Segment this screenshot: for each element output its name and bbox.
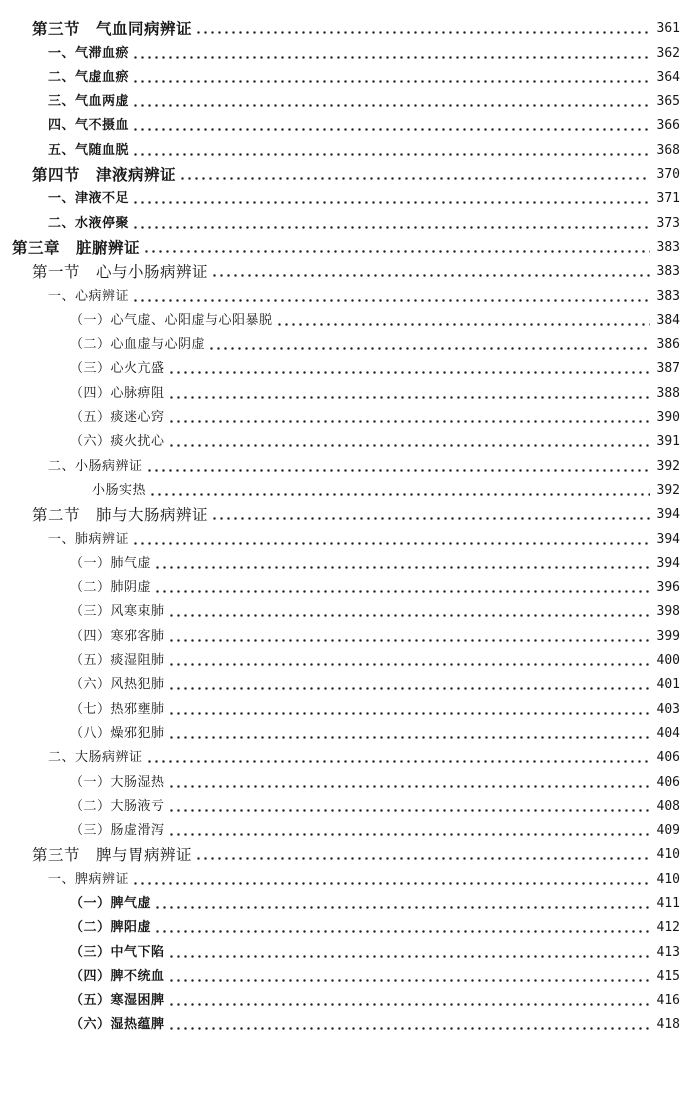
toc-entry[interactable] xyxy=(0,890,700,914)
toc-entry-page-number: 387 xyxy=(656,361,680,377)
toc-entry-page-number: 365 xyxy=(656,94,680,110)
toc-entry-page-number: 366 xyxy=(656,118,680,134)
toc-entry-title: （三）心火亢盛 xyxy=(70,361,165,377)
toc-entry-page-number: 399 xyxy=(656,628,680,644)
dot-leader xyxy=(143,250,650,253)
dot-leader xyxy=(168,785,650,788)
toc-entry-page-number: 396 xyxy=(656,580,680,596)
dot-leader xyxy=(149,493,650,496)
toc-entry-title: （四）心脉痹阻 xyxy=(70,385,165,401)
toc-entry-title: 第三节 脾与胃病辨证 xyxy=(32,846,193,865)
toc-entry-title: （七）热邪壅肺 xyxy=(70,701,165,717)
toc-entry-title: 二、水液停聚 xyxy=(48,215,130,231)
toc-entry[interactable] xyxy=(0,112,700,136)
dot-leader xyxy=(132,201,650,204)
dot-leader xyxy=(132,104,650,107)
toc-entry[interactable] xyxy=(0,963,700,987)
toc-entry-title: 第一节 心与小肠病辨证 xyxy=(32,263,209,282)
toc-entry-title: （三）中气下陷 xyxy=(70,944,165,960)
toc-entry[interactable] xyxy=(0,477,700,501)
toc-entry-page-number: 371 xyxy=(656,191,680,207)
toc-entry[interactable] xyxy=(0,938,700,962)
toc-entry-page-number: 384 xyxy=(656,312,680,328)
toc-entry-page-number: 362 xyxy=(656,45,680,61)
toc-entry-title: 第二节 肺与大肠病辨证 xyxy=(32,506,209,525)
toc-entry-title: 一、心病辨证 xyxy=(48,288,130,304)
toc-entry[interactable] xyxy=(0,88,700,112)
dot-leader xyxy=(146,469,650,472)
toc-entry-title: （一）心气虚、心阳虚与心阳暴脱 xyxy=(70,312,273,328)
toc-entry-page-number: 388 xyxy=(656,385,680,401)
toc-entry-title: （三）风寒束肺 xyxy=(70,604,165,620)
toc-entry[interactable] xyxy=(0,550,700,574)
toc-entry[interactable] xyxy=(0,525,700,549)
toc-entry[interactable] xyxy=(0,817,700,841)
toc-entry[interactable] xyxy=(0,331,700,355)
toc-entry-page-number: 410 xyxy=(656,847,680,863)
toc-entry-title: 二、气虚血瘀 xyxy=(48,69,130,85)
dot-leader xyxy=(132,56,650,59)
dot-leader xyxy=(168,639,650,642)
dot-leader xyxy=(132,542,650,545)
toc-entry-page-number: 406 xyxy=(656,774,680,790)
toc-entry-page-number: 409 xyxy=(656,823,680,839)
dot-leader xyxy=(154,590,650,593)
toc-entry[interactable] xyxy=(0,355,700,379)
dot-leader xyxy=(211,517,650,520)
toc-entry[interactable] xyxy=(0,768,700,792)
toc-entry-page-number: 368 xyxy=(656,142,680,158)
toc-entry-page-number: 398 xyxy=(656,604,680,620)
toc-entry-page-number: 415 xyxy=(656,968,680,984)
dot-leader xyxy=(168,712,650,715)
toc-entry[interactable] xyxy=(0,452,700,476)
dot-leader xyxy=(168,614,650,617)
toc-entry-title: （四）寒邪客肺 xyxy=(70,628,165,644)
toc-entry-title: （六）痰火扰心 xyxy=(70,434,165,450)
toc-entry-page-number: 373 xyxy=(656,215,680,231)
toc-entry-title: 四、气不摄血 xyxy=(48,118,130,134)
toc-entry-page-number: 394 xyxy=(656,555,680,571)
dot-leader xyxy=(168,663,650,666)
toc-entry[interactable] xyxy=(0,379,700,403)
dot-leader xyxy=(132,153,650,156)
toc-entry-title: （一）肺气虚 xyxy=(70,555,152,571)
toc-entry[interactable] xyxy=(0,622,700,646)
toc-entry-title: （一）脾气虚 xyxy=(70,895,152,911)
toc-entry[interactable] xyxy=(0,161,700,185)
toc-entry[interactable] xyxy=(0,282,700,306)
toc-entry-title: （五）痰迷心窍 xyxy=(70,410,165,426)
dot-leader xyxy=(168,955,650,958)
toc-entry-page-number: 408 xyxy=(656,798,680,814)
toc-entry-title: （一）大肠湿热 xyxy=(70,774,165,790)
dot-leader xyxy=(132,882,650,885)
toc-entry-page-number: 361 xyxy=(656,21,680,37)
toc-entry[interactable] xyxy=(0,185,700,209)
toc-entry-page-number: 394 xyxy=(656,507,680,523)
dot-leader xyxy=(208,347,650,350)
toc-entry[interactable] xyxy=(0,671,700,695)
toc-entry-title: 一、津液不足 xyxy=(48,191,130,207)
toc-entry[interactable] xyxy=(0,234,700,258)
table-of-contents xyxy=(0,15,700,1035)
dot-leader xyxy=(154,930,650,933)
toc-entry-title: 第三章 脏腑辨证 xyxy=(12,237,141,257)
toc-entry-page-number: 392 xyxy=(656,458,680,474)
toc-entry[interactable] xyxy=(0,793,700,817)
dot-leader xyxy=(168,1027,650,1030)
dot-leader xyxy=(276,323,650,326)
toc-entry[interactable] xyxy=(0,841,700,865)
toc-entry[interactable] xyxy=(0,501,700,525)
toc-entry-title: （二）大肠液亏 xyxy=(70,798,165,814)
toc-entry[interactable] xyxy=(0,598,700,622)
toc-entry-title: （六）湿热蕴脾 xyxy=(70,1017,165,1033)
toc-entry[interactable] xyxy=(0,307,700,331)
toc-entry[interactable] xyxy=(0,209,700,233)
toc-entry[interactable] xyxy=(0,720,700,744)
toc-entry-title: （二）脾阳虚 xyxy=(70,920,152,936)
toc-entry-page-number: 383 xyxy=(656,264,680,280)
toc-entry-title: （八）燥邪犯肺 xyxy=(70,725,165,741)
toc-entry[interactable] xyxy=(0,404,700,428)
toc-entry[interactable] xyxy=(0,39,700,63)
toc-entry[interactable] xyxy=(0,574,700,598)
toc-entry[interactable] xyxy=(0,136,700,160)
toc-entry-title: 一、脾病辨证 xyxy=(48,871,130,887)
dot-leader xyxy=(146,760,650,763)
toc-entry-page-number: 406 xyxy=(656,750,680,766)
toc-entry-page-number: 413 xyxy=(656,944,680,960)
toc-entry[interactable] xyxy=(0,64,700,88)
toc-entry-title: （二）心血虚与心阴虚 xyxy=(70,337,206,353)
toc-entry-title: （二）肺阴虚 xyxy=(70,580,152,596)
toc-entry[interactable] xyxy=(0,695,700,719)
dot-leader xyxy=(168,396,650,399)
toc-entry-page-number: 383 xyxy=(656,288,680,304)
toc-entry-page-number: 418 xyxy=(656,1017,680,1033)
dot-leader xyxy=(168,979,650,982)
toc-entry-page-number: 401 xyxy=(656,677,680,693)
toc-entry-title: 二、小肠病辨证 xyxy=(48,458,143,474)
toc-entry-page-number: 410 xyxy=(656,871,680,887)
dot-leader xyxy=(168,809,650,812)
toc-entry[interactable] xyxy=(0,15,700,39)
dot-leader xyxy=(211,274,650,277)
dot-leader xyxy=(132,226,650,229)
dot-leader xyxy=(168,444,650,447)
dot-leader xyxy=(154,906,650,909)
toc-entry-page-number: 416 xyxy=(656,993,680,1009)
toc-entry-page-number: 386 xyxy=(656,337,680,353)
toc-entry-title: 第三节 气血同病辨证 xyxy=(32,19,193,39)
toc-entry-title: 小肠实热 xyxy=(92,482,147,498)
toc-entry-page-number: 370 xyxy=(656,167,680,183)
toc-entry-title: 一、肺病辨证 xyxy=(48,531,130,547)
toc-entry[interactable] xyxy=(0,428,700,452)
toc-entry-page-number: 394 xyxy=(656,531,680,547)
toc-entry-page-number: 403 xyxy=(656,701,680,717)
toc-entry[interactable] xyxy=(0,744,700,768)
toc-entry-page-number: 404 xyxy=(656,725,680,741)
toc-entry-page-number: 390 xyxy=(656,410,680,426)
toc-entry[interactable] xyxy=(0,1011,700,1035)
toc-entry-title: （六）风热犯肺 xyxy=(70,677,165,693)
toc-entry[interactable] xyxy=(0,987,700,1011)
toc-entry[interactable] xyxy=(0,647,700,671)
toc-entry-page-number: 411 xyxy=(656,895,680,911)
toc-entry-page-number: 392 xyxy=(656,482,680,498)
dot-leader xyxy=(132,80,650,83)
dot-leader xyxy=(195,31,650,34)
dot-leader xyxy=(168,371,650,374)
toc-entry-title: 五、气随血脱 xyxy=(48,142,130,158)
toc-entry-title: 第四节 津液病辨证 xyxy=(32,165,177,185)
toc-entry-title: （四）脾不统血 xyxy=(70,968,165,984)
toc-entry-title: 一、气滞血瘀 xyxy=(48,45,130,61)
dot-leader xyxy=(168,736,650,739)
toc-entry-title: 二、大肠病辨证 xyxy=(48,750,143,766)
dot-leader xyxy=(132,299,650,302)
toc-entry-title: （五）寒湿困脾 xyxy=(70,993,165,1009)
toc-entry[interactable] xyxy=(0,258,700,282)
dot-leader xyxy=(132,128,650,131)
dot-leader xyxy=(195,857,650,860)
dot-leader xyxy=(154,566,650,569)
toc-entry-page-number: 383 xyxy=(656,239,680,255)
dot-leader xyxy=(168,420,650,423)
toc-entry-page-number: 400 xyxy=(656,653,680,669)
toc-entry-page-number: 364 xyxy=(656,69,680,85)
toc-entry-title: （五）痰湿阻肺 xyxy=(70,653,165,669)
toc-entry-title: （三）肠虚滑泻 xyxy=(70,823,165,839)
toc-entry[interactable] xyxy=(0,865,700,889)
toc-entry-page-number: 412 xyxy=(656,920,680,936)
toc-entry-page-number: 391 xyxy=(656,434,680,450)
dot-leader xyxy=(168,833,650,836)
toc-entry-title: 三、气血两虚 xyxy=(48,94,130,110)
toc-entry[interactable] xyxy=(0,914,700,938)
dot-leader xyxy=(168,687,650,690)
dot-leader xyxy=(168,1003,650,1006)
dot-leader xyxy=(179,177,650,180)
